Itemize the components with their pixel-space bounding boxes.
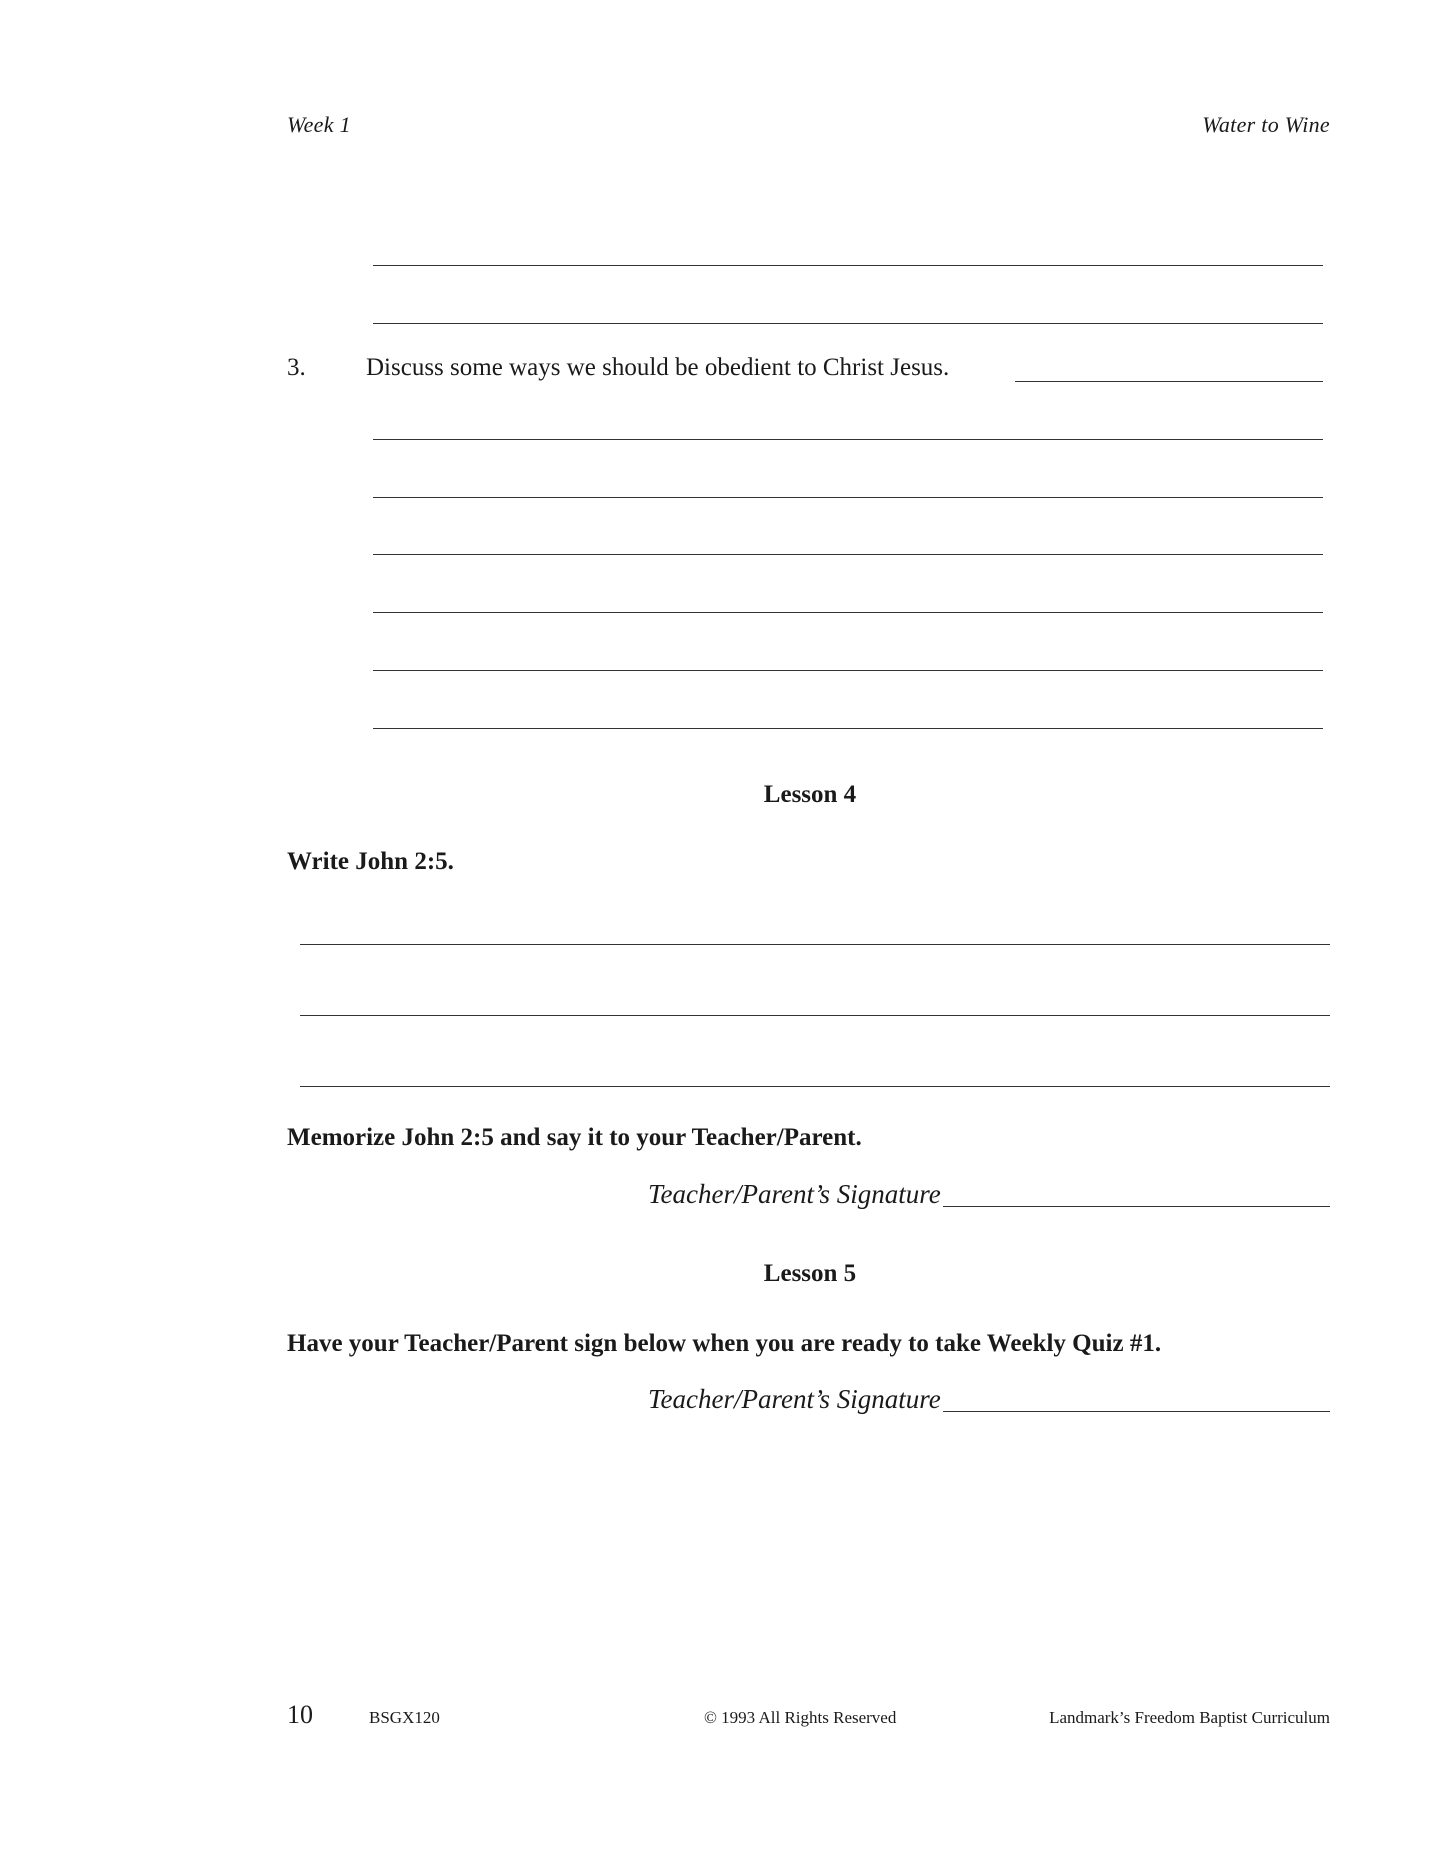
signature-line[interactable] xyxy=(943,1411,1330,1412)
lesson-4-heading: Lesson 4 xyxy=(763,781,857,808)
answer-line[interactable] xyxy=(373,265,1323,266)
verse-writing-line[interactable] xyxy=(300,1086,1330,1087)
answer-line[interactable] xyxy=(373,439,1323,440)
question-text: Discuss some ways we should be obedient to Christ Jesus. xyxy=(366,354,950,381)
running-header-title: Water to Wine xyxy=(1202,112,1330,137)
answer-line[interactable] xyxy=(373,497,1323,498)
footer-publisher: Landmark’s Freedom Baptist Curriculum xyxy=(1049,1708,1330,1727)
verse-writing-line[interactable] xyxy=(300,1015,1330,1016)
answer-line[interactable] xyxy=(373,323,1323,324)
answer-line[interactable] xyxy=(373,670,1323,671)
lesson-5-heading: Lesson 5 xyxy=(763,1260,857,1287)
answer-line-inline[interactable] xyxy=(1015,381,1323,382)
answer-line[interactable] xyxy=(373,612,1323,613)
running-header-week: Week 1 xyxy=(287,112,351,137)
memorize-instruction: Memorize John 2:5 and say it to your Teacher/Parent. xyxy=(287,1124,862,1151)
verse-writing-line[interactable] xyxy=(300,944,1330,945)
signature-line[interactable] xyxy=(943,1206,1330,1207)
answer-line[interactable] xyxy=(373,554,1323,555)
signature-label: Teacher/Parent’s Signature xyxy=(648,1384,941,1414)
lesson-4-instruction: Write John 2:5. xyxy=(287,848,454,875)
lesson-5-instruction: Have your Teacher/Parent sign below when you are ready to take Weekly Quiz #1. xyxy=(287,1330,1162,1357)
page-number: 10 xyxy=(287,1700,313,1729)
footer-code: BSGX120 xyxy=(369,1708,440,1727)
answer-line[interactable] xyxy=(373,728,1323,729)
question-number: 3. xyxy=(287,354,306,381)
footer-copyright: © 1993 All Rights Reserved xyxy=(704,1708,897,1727)
signature-label: Teacher/Parent’s Signature xyxy=(648,1179,941,1209)
